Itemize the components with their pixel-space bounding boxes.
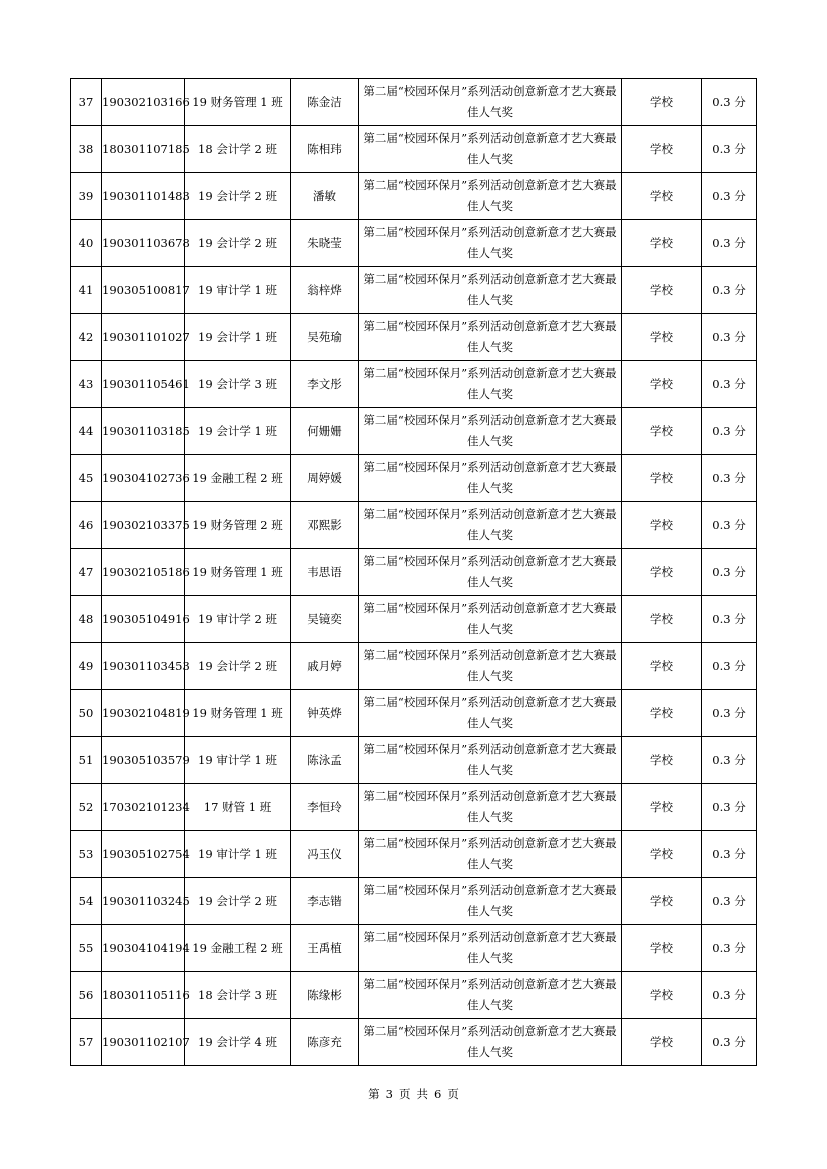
cell-student-name: 潘敏 (291, 173, 359, 220)
cell-score: 0.3 分 (702, 361, 757, 408)
cell-award: 第二届“校园环保月”系列活动创意新意才艺大赛最佳人气奖 (359, 549, 622, 596)
cell-student-id: 190305100817 (102, 267, 185, 314)
cell-class: 19 会计学 2 班 (185, 643, 291, 690)
cell-student-name: 吴镜奕 (291, 596, 359, 643)
cell-score: 0.3 分 (702, 737, 757, 784)
cell-level: 学校 (622, 455, 702, 502)
cell-index: 45 (71, 455, 102, 502)
cell-index: 52 (71, 784, 102, 831)
footer-gong: 共 (416, 1087, 428, 1101)
cell-level: 学校 (622, 314, 702, 361)
cell-score: 0.3 分 (702, 596, 757, 643)
cell-student-id: 180301107185 (102, 126, 185, 173)
cell-student-id: 170302101234 (102, 784, 185, 831)
cell-award: 第二届“校园环保月”系列活动创意新意才艺大赛最佳人气奖 (359, 643, 622, 690)
cell-score: 0.3 分 (702, 784, 757, 831)
cell-class: 19 财务管理 1 班 (185, 549, 291, 596)
cell-score: 0.3 分 (702, 690, 757, 737)
table-row (71, 831, 757, 878)
cell-student-name: 李文彤 (291, 361, 359, 408)
cell-score: 0.3 分 (702, 267, 757, 314)
cell-class: 19 审计学 1 班 (185, 267, 291, 314)
cell-index: 43 (71, 361, 102, 408)
cell-score: 0.3 分 (702, 925, 757, 972)
cell-student-id: 190301101483 (102, 173, 185, 220)
cell-award: 第二届“校园环保月”系列活动创意新意才艺大赛最佳人气奖 (359, 267, 622, 314)
cell-score: 0.3 分 (702, 972, 757, 1019)
cell-class: 18 会计学 2 班 (185, 126, 291, 173)
cell-student-id: 190302103375 (102, 502, 185, 549)
cell-student-id: 190301103245 (102, 878, 185, 925)
cell-level: 学校 (622, 643, 702, 690)
cell-award: 第二届“校园环保月”系列活动创意新意才艺大赛最佳人气奖 (359, 878, 622, 925)
cell-class: 19 金融工程 2 班 (185, 925, 291, 972)
cell-student-name: 吴苑瑜 (291, 314, 359, 361)
current-page-number: 3 (385, 1087, 393, 1101)
cell-level: 学校 (622, 831, 702, 878)
cell-student-id: 190301103185 (102, 408, 185, 455)
table-row (71, 878, 757, 925)
cell-award: 第二届“校园环保月”系列活动创意新意才艺大赛最佳人气奖 (359, 361, 622, 408)
cell-index: 42 (71, 314, 102, 361)
cell-student-name: 钟英烨 (291, 690, 359, 737)
table-row (71, 1019, 757, 1066)
cell-class: 18 会计学 3 班 (185, 972, 291, 1019)
cell-level: 学校 (622, 361, 702, 408)
cell-student-id: 190302104819 (102, 690, 185, 737)
cell-score: 0.3 分 (702, 502, 757, 549)
cell-class: 19 会计学 3 班 (185, 361, 291, 408)
cell-award: 第二届“校园环保月”系列活动创意新意才艺大赛最佳人气奖 (359, 784, 622, 831)
cell-class: 19 审计学 1 班 (185, 831, 291, 878)
cell-student-name: 李恒玲 (291, 784, 359, 831)
cell-class: 19 财务管理 2 班 (185, 502, 291, 549)
cell-index: 41 (71, 267, 102, 314)
cell-level: 学校 (622, 408, 702, 455)
cell-award: 第二届“校园环保月”系列活动创意新意才艺大赛最佳人气奖 (359, 173, 622, 220)
cell-level: 学校 (622, 267, 702, 314)
table-body (71, 79, 757, 1066)
cell-score: 0.3 分 (702, 643, 757, 690)
cell-student-name: 戚月婷 (291, 643, 359, 690)
cell-level: 学校 (622, 972, 702, 1019)
cell-student-id: 180301105116 (102, 972, 185, 1019)
cell-score: 0.3 分 (702, 173, 757, 220)
cell-award: 第二届“校园环保月”系列活动创意新意才艺大赛最佳人气奖 (359, 690, 622, 737)
cell-award: 第二届“校园环保月”系列活动创意新意才艺大赛最佳人气奖 (359, 79, 622, 126)
cell-student-name: 陈金洁 (291, 79, 359, 126)
cell-score: 0.3 分 (702, 455, 757, 502)
table-row (71, 173, 757, 220)
cell-award: 第二届“校园环保月”系列活动创意新意才艺大赛最佳人气奖 (359, 314, 622, 361)
cell-class: 17 财管 1 班 (185, 784, 291, 831)
table-row (71, 126, 757, 173)
table-row (71, 408, 757, 455)
cell-score: 0.3 分 (702, 314, 757, 361)
cell-student-id: 190305103579 (102, 737, 185, 784)
cell-level: 学校 (622, 549, 702, 596)
cell-award: 第二届“校园环保月”系列活动创意新意才艺大赛最佳人气奖 (359, 596, 622, 643)
cell-level: 学校 (622, 690, 702, 737)
cell-student-name: 陈泳孟 (291, 737, 359, 784)
cell-award: 第二届“校园环保月”系列活动创意新意才艺大赛最佳人气奖 (359, 925, 622, 972)
cell-index: 38 (71, 126, 102, 173)
cell-class: 19 会计学 2 班 (185, 173, 291, 220)
table-row (71, 784, 757, 831)
table-row (71, 690, 757, 737)
cell-student-name: 陈相玮 (291, 126, 359, 173)
cell-level: 学校 (622, 784, 702, 831)
cell-index: 48 (71, 596, 102, 643)
cell-level: 学校 (622, 925, 702, 972)
footer-di: 第 (368, 1087, 380, 1101)
cell-student-name: 翁梓烨 (291, 267, 359, 314)
cell-class: 19 财务管理 1 班 (185, 690, 291, 737)
cell-index: 51 (71, 737, 102, 784)
table-row (71, 361, 757, 408)
cell-score: 0.3 分 (702, 220, 757, 267)
cell-award: 第二届“校园环保月”系列活动创意新意才艺大赛最佳人气奖 (359, 972, 622, 1019)
cell-level: 学校 (622, 173, 702, 220)
cell-student-name: 冯玉仪 (291, 831, 359, 878)
table-row (71, 79, 757, 126)
cell-level: 学校 (622, 737, 702, 784)
cell-index: 49 (71, 643, 102, 690)
cell-score: 0.3 分 (702, 79, 757, 126)
table-row (71, 455, 757, 502)
cell-student-id: 190304104194 (102, 925, 185, 972)
cell-score: 0.3 分 (702, 878, 757, 925)
cell-award: 第二届“校园环保月”系列活动创意新意才艺大赛最佳人气奖 (359, 408, 622, 455)
cell-student-name: 李志锴 (291, 878, 359, 925)
cell-student-name: 邓熙影 (291, 502, 359, 549)
table-row (71, 643, 757, 690)
cell-index: 50 (71, 690, 102, 737)
cell-award: 第二届“校园环保月”系列活动创意新意才艺大赛最佳人气奖 (359, 831, 622, 878)
cell-student-id: 190301105461 (102, 361, 185, 408)
cell-level: 学校 (622, 878, 702, 925)
cell-class: 19 会计学 4 班 (185, 1019, 291, 1066)
cell-student-name: 朱晓莹 (291, 220, 359, 267)
cell-award: 第二届“校园环保月”系列活动创意新意才艺大赛最佳人气奖 (359, 126, 622, 173)
cell-class: 19 会计学 2 班 (185, 220, 291, 267)
table-row (71, 925, 757, 972)
footer-ye: 页 (399, 1087, 411, 1101)
cell-student-id: 190301102107 (102, 1019, 185, 1066)
cell-student-id: 190301103678 (102, 220, 185, 267)
cell-level: 学校 (622, 1019, 702, 1066)
awards-table (70, 78, 757, 1066)
cell-student-id: 190301101027 (102, 314, 185, 361)
cell-student-id: 190301103453 (102, 643, 185, 690)
cell-score: 0.3 分 (702, 1019, 757, 1066)
cell-level: 学校 (622, 502, 702, 549)
total-page-number: 6 (434, 1087, 442, 1101)
cell-level: 学校 (622, 220, 702, 267)
cell-student-name: 周婷媛 (291, 455, 359, 502)
page-footer (0, 1086, 827, 1102)
cell-index: 56 (71, 972, 102, 1019)
cell-score: 0.3 分 (702, 831, 757, 878)
cell-score: 0.3 分 (702, 126, 757, 173)
cell-index: 47 (71, 549, 102, 596)
cell-class: 19 审计学 1 班 (185, 737, 291, 784)
cell-index: 53 (71, 831, 102, 878)
cell-class: 19 财务管理 1 班 (185, 79, 291, 126)
cell-level: 学校 (622, 596, 702, 643)
cell-award: 第二届“校园环保月”系列活动创意新意才艺大赛最佳人气奖 (359, 220, 622, 267)
cell-student-id: 190305102754 (102, 831, 185, 878)
cell-index: 44 (71, 408, 102, 455)
cell-student-name: 陈彦充 (291, 1019, 359, 1066)
table-row (71, 549, 757, 596)
cell-class: 19 金融工程 2 班 (185, 455, 291, 502)
table-row (71, 596, 757, 643)
cell-award: 第二届“校园环保月”系列活动创意新意才艺大赛最佳人气奖 (359, 737, 622, 784)
cell-index: 40 (71, 220, 102, 267)
cell-award: 第二届“校园环保月”系列活动创意新意才艺大赛最佳人气奖 (359, 455, 622, 502)
cell-student-id: 190302103166 (102, 79, 185, 126)
cell-index: 55 (71, 925, 102, 972)
table-row (71, 737, 757, 784)
table-row (71, 502, 757, 549)
cell-class: 19 会计学 1 班 (185, 408, 291, 455)
table-row (71, 220, 757, 267)
cell-student-id: 190302105186 (102, 549, 185, 596)
table-row (71, 267, 757, 314)
cell-student-id: 190304102736 (102, 455, 185, 502)
cell-level: 学校 (622, 126, 702, 173)
cell-score: 0.3 分 (702, 408, 757, 455)
cell-index: 37 (71, 79, 102, 126)
cell-student-name: 何姗姗 (291, 408, 359, 455)
cell-index: 46 (71, 502, 102, 549)
cell-level: 学校 (622, 79, 702, 126)
cell-index: 39 (71, 173, 102, 220)
cell-award: 第二届“校园环保月”系列活动创意新意才艺大赛最佳人气奖 (359, 1019, 622, 1066)
footer-ye2: 页 (447, 1087, 459, 1101)
cell-index: 54 (71, 878, 102, 925)
table-row (71, 972, 757, 1019)
table-row (71, 314, 757, 361)
cell-index: 57 (71, 1019, 102, 1066)
cell-student-name: 王禹植 (291, 925, 359, 972)
cell-student-id: 190305104916 (102, 596, 185, 643)
cell-score: 0.3 分 (702, 549, 757, 596)
cell-class: 19 会计学 2 班 (185, 878, 291, 925)
cell-class: 19 会计学 1 班 (185, 314, 291, 361)
cell-award: 第二届“校园环保月”系列活动创意新意才艺大赛最佳人气奖 (359, 502, 622, 549)
cell-student-name: 陈缘彬 (291, 972, 359, 1019)
cell-student-name: 韦思语 (291, 549, 359, 596)
cell-class: 19 审计学 2 班 (185, 596, 291, 643)
